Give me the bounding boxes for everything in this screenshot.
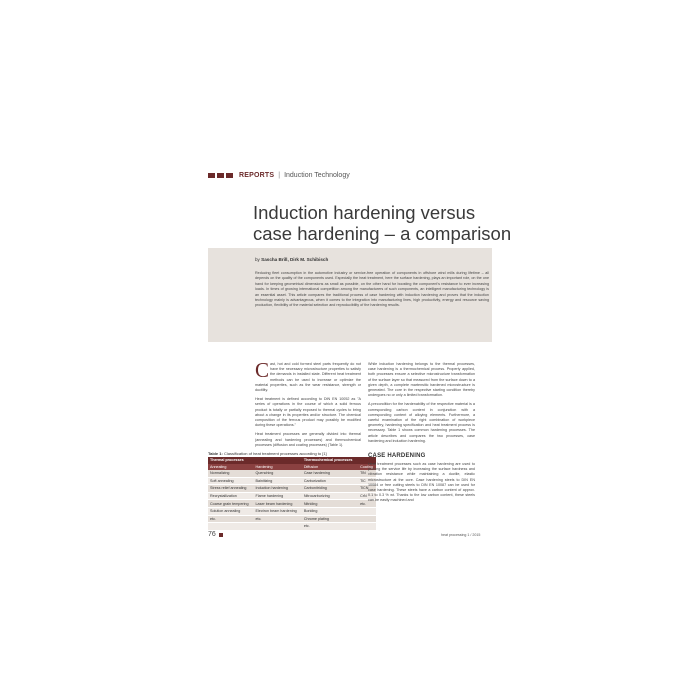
page-marker-icon: [219, 533, 223, 537]
table-sub-header: Annealing: [208, 464, 254, 471]
table-cell: Electron beam hardening: [254, 507, 302, 515]
table-cell: Normalizing: [208, 470, 254, 477]
paragraph-text: ast, hot and cold formed steel parts frequently do not have the necessary microstructure properties to satisfy the demands in installed state. Different heat treatment methods can be used to increase or optimize the material properties, such as the wear resistance, strength or ductility.: [255, 362, 361, 393]
paragraph: A precondition for the hardenability of the respective material is a corresponding carbon content in conjunction with a corresponding content of alloying elements. Furthermore, a careful examination of the right combination of workpiece geometry, hardening specification and heat treatment process is necessary. Table 1 shows common hardening processes. The article describes and compares the two processes, case hardening and induction hardening.: [368, 402, 475, 443]
heat-treatment-table: [208, 457, 376, 531]
table-caption-text: Classification of heat treatment processes according to [1]: [223, 451, 327, 456]
table-cell: TiC: [358, 477, 376, 485]
table-cell: Solution annealing: [208, 507, 254, 515]
table-sub-header: Diffusion: [302, 464, 358, 471]
page-number: [208, 531, 223, 538]
table-cell: Coarse grain tempering: [208, 500, 254, 508]
paragraph: Heat treatment processes are generally divided into thermal (annealing and hardening processes) and thermochemical processes (diffusion and coating processes) (Table 1).: [255, 432, 361, 447]
table-cell: Stress relief annealing: [208, 485, 254, 493]
table-cell: Bainitizing: [254, 477, 302, 485]
table-cell: Quenching: [254, 470, 302, 477]
table-row: [208, 477, 376, 485]
section-label: REPORTS: [239, 171, 275, 179]
table-row: [208, 515, 376, 523]
table-cell: [208, 523, 254, 531]
byline-prefix: by: [255, 257, 260, 262]
table-caption-label: Table 1:: [208, 451, 223, 456]
title-line-1: Induction hardening versus: [253, 202, 476, 223]
table-row: [208, 470, 376, 477]
table-cell: Nitriding: [302, 500, 358, 508]
table-sub-header: Coating: [358, 464, 376, 471]
table-cell: Chrome plating: [302, 515, 358, 523]
journal-name: heat processing 1 / 2015: [441, 533, 481, 537]
paragraph: [255, 358, 361, 393]
drop-cap: C: [255, 358, 270, 382]
table-row: [208, 492, 376, 500]
table-caption: [208, 451, 368, 456]
abstract-text: Reducing fleet consumption in the automotive industry or service-free operation of components in offshore wind mills during lifetime – all depends on the quality of the components used. Especially the heat treatment, here the surface hardening, plays an important role, on the one hand for keeping geometrical dimensions as small as possible, on the other hand for boosting the component's resistance to ever increasing loads. In times of growing international competition among the manufacturers of such components, an intelligent manufacturing technology is an essential asset. This article compares the traditional process of case hardening with induction hardening and proves that the induction technology mainly is advantageous, when it comes to the integration into manufacturing lines, high productivity, energy and resource saving production, flexibility of the material selection and reproducibility of the hardening results.: [255, 271, 489, 308]
table-cell: CrN: [358, 492, 376, 500]
table-cell: Induction hardening: [254, 485, 302, 493]
table-group-header: Thermal processes: [208, 457, 254, 464]
page-number-text: 76: [208, 531, 216, 538]
table-cell: [358, 507, 376, 515]
table-cell: Laser beam hardening: [254, 500, 302, 508]
paragraph: While induction hardening belongs to the thermal processes, case hardening is a thermochemical process. Properly applied, both processes ensure a selective microstructure transformation of the surface layer so that measured from the surface down to a given depth, a complete martensitic hardened microstructure is generated. The core in the respective starting condition thereby undergoes no or only a limited transformation.: [368, 362, 475, 398]
section-heading: CASE HARDENING: [368, 453, 426, 459]
body-column-1: [255, 358, 361, 452]
table-cell: Soft annealing: [208, 477, 254, 485]
table-cell: [254, 523, 302, 531]
table-row: [208, 523, 376, 531]
body-column-3: [368, 462, 475, 508]
table-cell: Case hardening: [302, 470, 358, 477]
table-cell: Carburization: [302, 477, 358, 485]
table-row: [208, 485, 376, 493]
table-group-header: Thermochemical processes: [302, 457, 358, 464]
author-names: Sascha Brill, Dirk M. Schibisch: [261, 257, 329, 262]
paragraph: Heat treatment processes such as case hardening are used to prolong the service life by increasing the surface hardness and vibration resistance while maintaining a ductile, elastic microstructure at the core. Case hardening steels to DIN EN 10084 or free cutting steels to DIN EN 10087 can be used for case hardening. These steels have a carbon content of approx. 0.1 to 0.3 % wt. Thanks to the low carbon content, these steels can be easily machined and: [368, 462, 475, 503]
title-line-2: case hardening – a comparison: [253, 223, 512, 244]
table-row: [208, 507, 376, 515]
category-label: Induction Technology: [284, 171, 350, 179]
article-title: [253, 202, 553, 244]
table-cell: etc.: [254, 515, 302, 523]
table-cell: Recrystallization: [208, 492, 254, 500]
byline: [255, 257, 328, 262]
header-square-icon: [226, 173, 233, 178]
section-header: [208, 170, 350, 180]
table-cell: Boriding: [302, 507, 358, 515]
table-row: [208, 500, 376, 508]
body-column-2: [368, 362, 475, 448]
table-cell: etc.: [208, 515, 254, 523]
table-cell: etc.: [358, 500, 376, 508]
paragraph: Heat treatment is defined according to DIN EN 10052 as "A series of operations in the course of which a solid ferrous product is totally or partially exposed to thermal cycles to bring about a change in its properties and/or structure. The chemical composition of the ferrous product may possibly be modified during these operations.": [255, 397, 361, 428]
table-cell: Carbonitriding: [302, 485, 358, 493]
table-cell: etc.: [302, 523, 358, 531]
table-cell: Nitrocarburizing: [302, 492, 358, 500]
header-square-icon: [217, 173, 224, 178]
table-cell: Flame hardening: [254, 492, 302, 500]
table-cell: TiCN: [358, 485, 376, 493]
table-cell: TiN: [358, 470, 376, 477]
header-square-icon: [208, 173, 215, 178]
table-cell: [358, 523, 376, 531]
table-sub-header: Hardening: [254, 464, 302, 471]
header-separator: |: [278, 171, 281, 179]
table-cell: [358, 515, 376, 523]
